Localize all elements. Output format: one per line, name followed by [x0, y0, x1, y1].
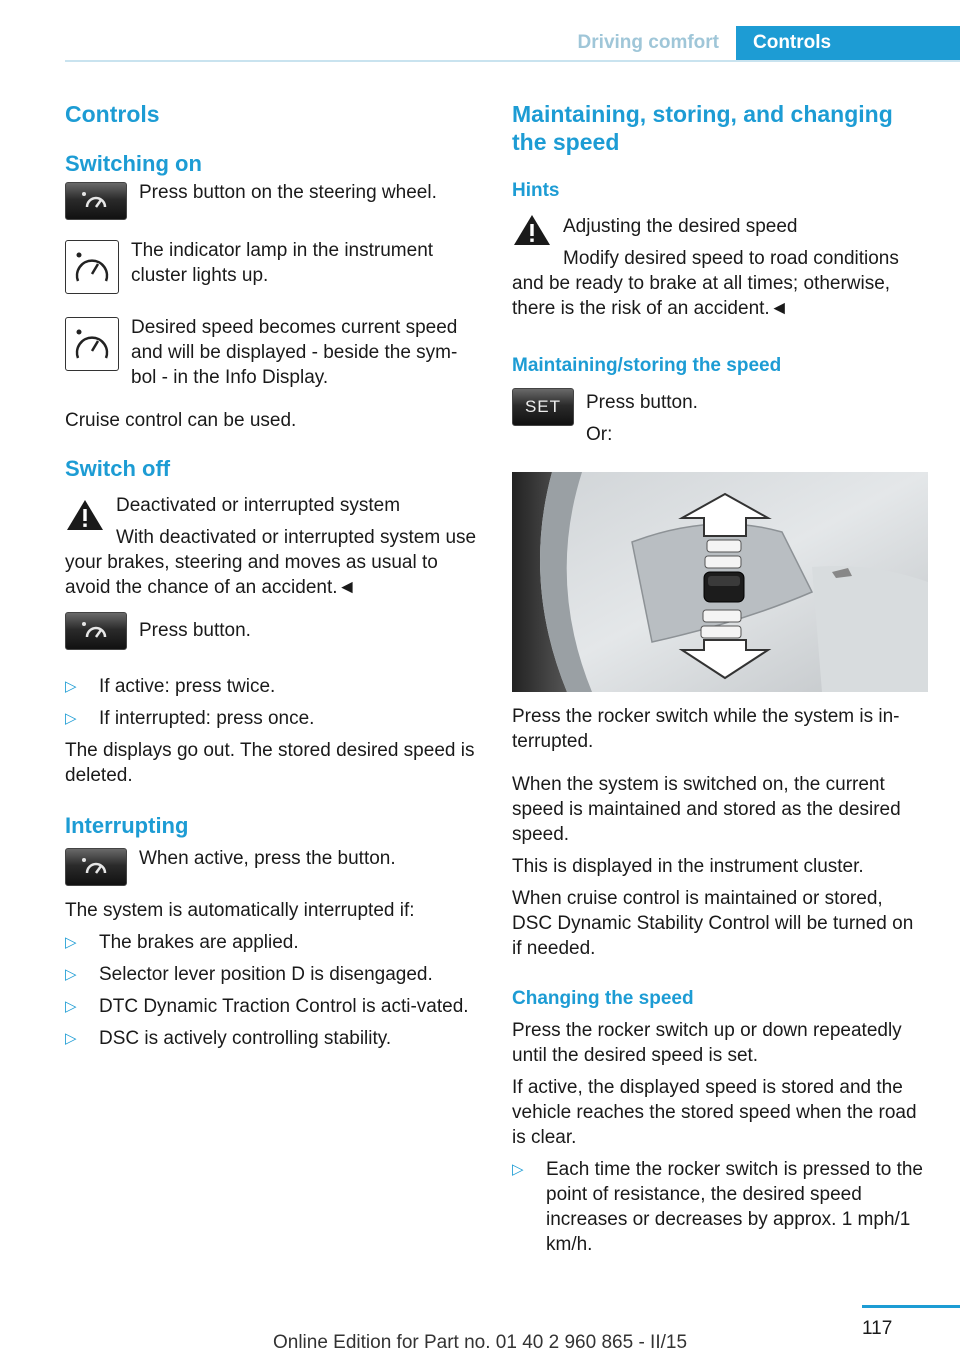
changing-heading: Changing the speed — [512, 988, 694, 1009]
changing-bullets — [512, 1157, 928, 1257]
left-column — [65, 100, 477, 1058]
list-item: ▷ Selector lever position D is disengaged. — [65, 964, 433, 985]
switch-off-warning — [65, 493, 477, 600]
or-text: Or: — [586, 424, 613, 445]
footer-rule — [862, 1305, 960, 1308]
triangle-bullet-icon: ▷ — [65, 966, 77, 983]
cruise-indicator-icon — [65, 317, 119, 371]
list-item: ▷ DSC is actively controlling stability. — [65, 1028, 392, 1049]
triangle-bullet-icon: ▷ — [65, 934, 77, 951]
triangle-bullet-icon: ▷ — [65, 998, 77, 1015]
switch-off-press — [65, 618, 477, 658]
changing-para2: If active, the displayed speed is stored and the vehicle reaches the stored speed when the road is clear. — [512, 1077, 917, 1148]
set-button-icon: SET — [512, 388, 574, 426]
interrupting-bullets — [65, 930, 477, 1051]
maintaining-para1: Press the rocker switch while the system is in-terrupted. — [512, 706, 900, 752]
edition-footer: Online Edition for Part no. 01 40 2 960 865 - II/15 — [272, 1332, 688, 1353]
warning-icon — [65, 497, 105, 533]
triangle-bullet-icon: ▷ — [65, 1030, 77, 1047]
changing-para1: Press the rocker switch up or down repeatedly until the desired speed is set. — [512, 1020, 902, 1066]
warning-text: Modify desired speed to road conditions and be ready to brake at all times; otherwise, there is the risk of an accident.◄ — [512, 248, 899, 319]
step1-text: Press button on the steering wheel. — [139, 182, 437, 203]
step3-text: Desired speed becomes current speed and will be displayed - beside the sym-bol - in the Info Display. — [131, 317, 458, 388]
triangle-bullet-icon: ▷ — [65, 710, 77, 727]
list-item: ▷ If interrupted: press once. — [65, 708, 315, 729]
page-title: Controls — [65, 101, 160, 127]
list-item: ▷ DTC Dynamic Traction Control is acti-vated. — [65, 996, 469, 1017]
right-column — [512, 100, 928, 1264]
cruise-control-button-icon — [65, 182, 127, 220]
warning-text: With deactivated or interrupted system use your brakes, steering and moves as usual to avoid the chance of an accident.◄ — [65, 527, 477, 598]
press-button-text: Press button. — [586, 392, 698, 413]
hints-heading: Hints — [512, 180, 560, 201]
cruise-control-button-icon — [65, 612, 127, 650]
header-chapter-tab: Controls — [736, 26, 960, 60]
press-button-text: Press button. — [139, 620, 251, 641]
hints-warning — [512, 214, 928, 321]
maintaining-press — [512, 390, 928, 447]
section-title: Maintaining, storing, and changing the speed — [512, 101, 893, 155]
steering-wheel-rocker-image — [512, 472, 928, 692]
warning-title: Adjusting the desired speed — [563, 216, 798, 237]
step2-text: The indicator lamp in the instrument cluster lights up. — [131, 240, 434, 286]
maintaining-para4: When cruise control is maintained or stored, DSC Dynamic Stability Control will be turned on if needed. — [512, 888, 914, 959]
switching-on-heading: Switching on — [65, 151, 202, 176]
maintaining-para2: When the system is switched on, the current speed is maintained and stored as the desired speed. — [512, 774, 901, 845]
cruise-control-button-icon — [65, 848, 127, 886]
switching-on-after: Cruise control can be used. — [65, 410, 297, 431]
switch-off-heading: Switch off — [65, 456, 171, 481]
warning-title: Deactivated or interrupted system — [116, 495, 401, 516]
triangle-bullet-icon: ▷ — [65, 678, 77, 695]
switching-on-step1 — [65, 180, 477, 220]
list-item: ▷ The brakes are applied. — [65, 932, 299, 953]
list-item: ▷ If active: press twice. — [65, 676, 276, 697]
page-number: 117 — [862, 1318, 893, 1339]
interrupting-intro: The system is automatically interrupted if: — [65, 900, 415, 921]
maintaining-heading: Maintaining/storing the speed — [512, 355, 782, 376]
cruise-indicator-icon — [65, 240, 119, 294]
list-item: ▷ Each time the rocker switch is pressed to the point of resistance, the desired speed increases or decreases by approx. 1 mph/1 km/h. — [512, 1159, 923, 1255]
interrupting-press-text: When active, press the button. — [139, 848, 396, 869]
triangle-bullet-icon: ▷ — [512, 1161, 524, 1178]
interrupting-heading: Interrupting — [65, 813, 189, 838]
switch-off-bullets — [65, 674, 477, 731]
interrupting-press — [65, 846, 477, 886]
header-rule — [65, 60, 960, 62]
warning-icon — [512, 212, 552, 248]
switching-on-step3 — [65, 315, 477, 390]
maintaining-para3: This is displayed in the instrument cluster. — [512, 856, 864, 877]
header-section: Driving comfort — [577, 32, 719, 53]
switching-on-step2 — [65, 238, 477, 294]
switch-off-after: The displays go out. The stored desired speed is deleted. — [65, 740, 475, 786]
